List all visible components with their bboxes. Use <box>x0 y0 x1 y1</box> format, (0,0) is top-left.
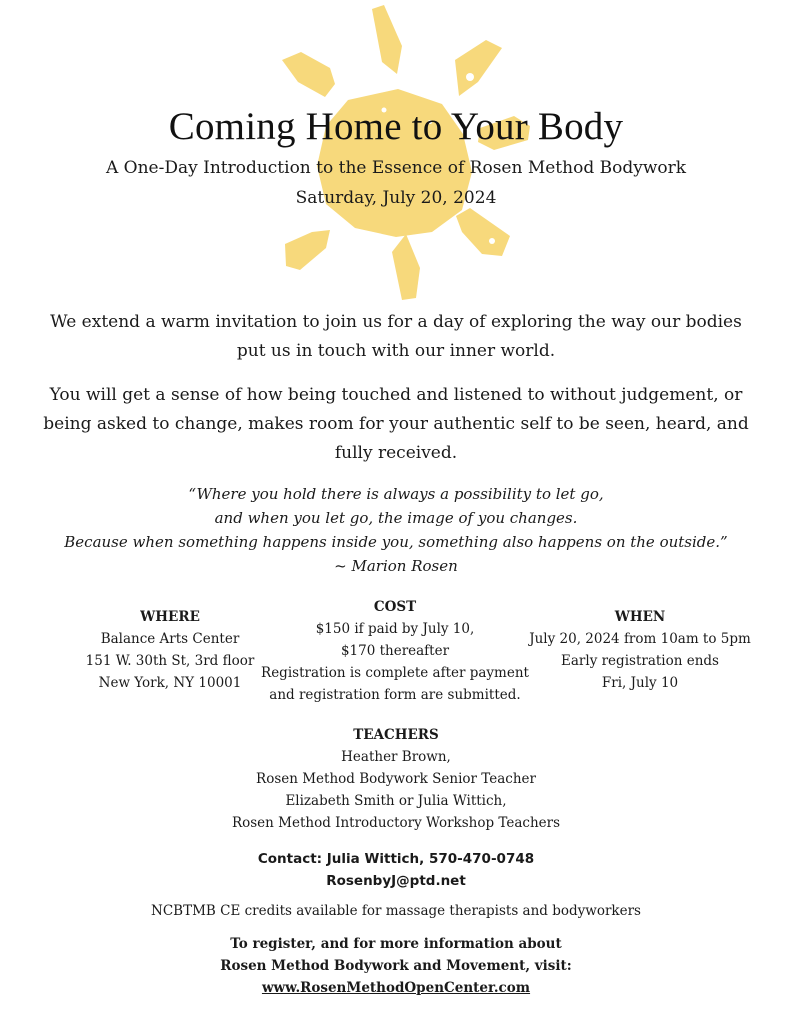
teacher-line: Rosen Method Introductory Workshop Teachers <box>231 815 561 831</box>
contact-line: Contact: Julia Wittich, 570-470-0748 <box>257 851 535 867</box>
cost-line: $150 if paid by July 10, <box>315 621 475 637</box>
when-heading: WHEN <box>614 609 666 625</box>
teachers-section <box>196 724 596 834</box>
cost-line: $170 thereafter <box>340 643 450 659</box>
where-line: Balance Arts Center <box>100 631 240 647</box>
flyer-title: Coming Home to Your Body <box>168 105 624 148</box>
teachers-heading: TEACHERS <box>353 727 439 743</box>
cost-line: Registration is complete after payment <box>261 665 529 681</box>
quote-line-2: and when you let go, the image of you changes. <box>214 509 578 527</box>
where-line: New York, NY 10001 <box>98 675 242 691</box>
intro-paragraph-1: We extend a warm invitation to join us for a day of exploring the way our bodies put us in touch with our inner world. <box>50 312 742 361</box>
cost-line: and registration form are submitted. <box>269 687 521 703</box>
where-section <box>60 606 280 694</box>
cost-heading: COST <box>373 599 417 615</box>
register-line-2: Rosen Method Bodywork and Movement, visit: <box>220 958 572 974</box>
event-date: Saturday, July 20, 2024 <box>295 188 497 208</box>
when-section <box>520 606 760 694</box>
when-line: Early registration ends <box>561 653 719 669</box>
where-heading: WHERE <box>140 609 200 625</box>
flyer-subtitle: A One-Day Introduction to the Essence of Rosen Method Bodywork <box>105 158 687 178</box>
contact-email[interactable]: RosenbyJ@ptd.net <box>326 873 466 889</box>
intro-paragraph-2: You will get a sense of how being touched and listened to without judgement, or being asked to change, makes room for your authentic self to be seen, heard, and fully received. <box>43 385 749 463</box>
registration-block <box>0 933 792 999</box>
teacher-line: Heather Brown, <box>341 749 451 765</box>
when-line: July 20, 2024 from 10am to 5pm <box>529 631 751 647</box>
quote-line-3: Because when something happens inside you, something also happens on the outside.” <box>64 533 728 551</box>
where-line: 151 W. 30th St, 3rd floor <box>85 653 255 669</box>
quote-line-1: “Where you hold there is always a possibility to let go, <box>188 485 604 503</box>
marion-rosen-quote <box>0 482 792 578</box>
teacher-line: Elizabeth Smith or Julia Wittich, <box>285 793 507 809</box>
website-link[interactable]: www.RosenMethodOpenCenter.com <box>261 980 531 996</box>
teacher-line: Rosen Method Bodywork Senior Teacher <box>256 771 536 787</box>
cost-section <box>250 596 540 706</box>
ce-credits-note: NCBTMB CE credits available for massage therapists and bodyworkers <box>151 903 641 919</box>
when-line: Fri, July 10 <box>601 675 679 691</box>
quote-attribution: ~ Marion Rosen <box>334 557 458 575</box>
register-line-1: To register, and for more information about <box>230 936 562 952</box>
contact-block <box>0 848 792 892</box>
